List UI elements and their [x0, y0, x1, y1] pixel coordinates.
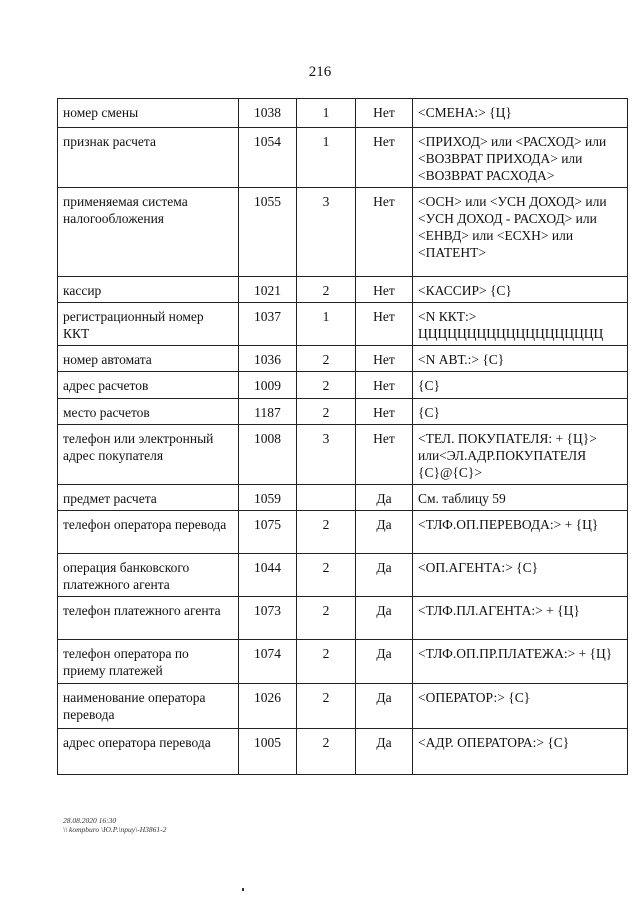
cell-print-format: См. таблицу 59 — [413, 485, 628, 511]
cell-print-format: <ТЛФ.ПЛ.АГЕНТА:> + {Ц} — [413, 597, 628, 640]
cell-print-format: <N ККТ:> ЦЦЦЦЦЦЦЦЦЦЦЦЦЦЦЦЦЦЦ — [413, 303, 628, 346]
table-row — [58, 277, 628, 303]
cell-print-format: <ТЛФ.ОП.ПР.ПЛАТЕЖА:> + {Ц} — [413, 640, 628, 684]
cell-print-format: <ОПЕРАТОР:> {С} — [413, 684, 628, 729]
cell-count — [297, 485, 356, 511]
table-row — [58, 640, 628, 684]
cell-print-format: <ОСН> или <УСН ДОХОД> или <УСН ДОХОД - РАСХОД> или <ЕНВД> или <ЕСХН> или <ПАТЕНТ> — [413, 188, 628, 277]
cell-count: 2 — [297, 372, 356, 399]
cell-count: 2 — [297, 684, 356, 729]
cell-requisite-name: номер автомата — [58, 346, 239, 372]
cell-count: 2 — [297, 729, 356, 775]
cell-requisite-name: телефон оператора перевода — [58, 511, 239, 554]
cell-tag-number: 1187 — [239, 399, 297, 425]
cell-count: 2 — [297, 554, 356, 597]
cell-tag-number: 1008 — [239, 425, 297, 485]
cell-required: Нет — [356, 303, 413, 346]
table-row — [58, 554, 628, 597]
requisites-table — [57, 98, 628, 775]
cell-requisite-name: предмет расчета — [58, 485, 239, 511]
cell-print-format: <ПРИХОД> или <РАСХОД> или <ВОЗВРАТ ПРИХОДА> или <ВОЗВРАТ РАСХОДА> — [413, 128, 628, 188]
table-row — [58, 99, 628, 128]
cell-tag-number: 1005 — [239, 729, 297, 775]
cell-required: Да — [356, 554, 413, 597]
cell-tag-number: 1044 — [239, 554, 297, 597]
cell-requisite-name: применяемая система налогообложения — [58, 188, 239, 277]
cell-required: Нет — [356, 346, 413, 372]
cell-required: Нет — [356, 372, 413, 399]
table-row — [58, 346, 628, 372]
cell-print-format: {С} — [413, 372, 628, 399]
cell-print-format: <ТЕЛ. ПОКУПАТЕЛЯ: + {Ц}> или<ЭЛ.АДР.ПОКУПАТЕЛЯ {С}@{С}> — [413, 425, 628, 485]
cell-tag-number: 1026 — [239, 684, 297, 729]
cell-requisite-name: кассир — [58, 277, 239, 303]
page-number: 216 — [308, 64, 332, 80]
cell-requisite-name: признак расчета — [58, 128, 239, 188]
table-row — [58, 128, 628, 188]
cell-required: Да — [356, 684, 413, 729]
cell-count: 2 — [297, 597, 356, 640]
cell-requisite-name: регистрационный номер ККТ — [58, 303, 239, 346]
table-body — [58, 99, 628, 775]
table-row — [58, 399, 628, 425]
table-row — [58, 684, 628, 729]
cell-print-format: <КАССИР> {С} — [413, 277, 628, 303]
cell-print-format: <ТЛФ.ОП.ПЕРЕВОДА:> + {Ц} — [413, 511, 628, 554]
cell-tag-number: 1038 — [239, 99, 297, 128]
cell-requisite-name: наименование оператора перевода — [58, 684, 239, 729]
cell-required: Нет — [356, 399, 413, 425]
cell-required: Нет — [356, 277, 413, 303]
cell-count: 2 — [297, 277, 356, 303]
cell-count: 1 — [297, 99, 356, 128]
cell-tag-number: 1074 — [239, 640, 297, 684]
cell-print-format: <N АВТ.:> {С} — [413, 346, 628, 372]
cell-requisite-name: операция банковского платежного агента — [58, 554, 239, 597]
table-row — [58, 188, 628, 277]
cell-tag-number: 1073 — [239, 597, 297, 640]
cell-required: Да — [356, 729, 413, 775]
table-row — [58, 729, 628, 775]
cell-count: 3 — [297, 425, 356, 485]
cell-count: 1 — [297, 128, 356, 188]
cell-required: Да — [356, 597, 413, 640]
table-row — [58, 597, 628, 640]
cell-required: Нет — [356, 99, 413, 128]
cell-requisite-name: телефон или электронный адрес покупателя — [58, 425, 239, 485]
cell-print-format: <ОП.АГЕНТА:> {С} — [413, 554, 628, 597]
footer-file-path: \\ kompburo \Ю.Р.\приу\-Н3861-2 — [63, 825, 167, 834]
cell-tag-number: 1009 — [239, 372, 297, 399]
cell-required: Да — [356, 485, 413, 511]
cell-print-format: {С} — [413, 399, 628, 425]
cell-print-format: <СМЕНА:> {Ц} — [413, 99, 628, 128]
scan-speck — [242, 888, 244, 891]
table-row — [58, 303, 628, 346]
cell-requisite-name: телефон платежного агента — [58, 597, 239, 640]
cell-requisite-name: адрес расчетов — [58, 372, 239, 399]
cell-tag-number: 1059 — [239, 485, 297, 511]
cell-count: 1 — [297, 303, 356, 346]
cell-requisite-name: место расчетов — [58, 399, 239, 425]
cell-requisite-name: номер смены — [58, 99, 239, 128]
table-row — [58, 425, 628, 485]
cell-count: 3 — [297, 188, 356, 277]
cell-count: 2 — [297, 640, 356, 684]
cell-required: Да — [356, 640, 413, 684]
footer-stamp — [63, 816, 166, 834]
cell-required: Нет — [356, 188, 413, 277]
cell-tag-number: 1037 — [239, 303, 297, 346]
cell-count: 2 — [297, 346, 356, 372]
cell-tag-number: 1021 — [239, 277, 297, 303]
cell-required: Да — [356, 511, 413, 554]
cell-count: 2 — [297, 511, 356, 554]
cell-required: Нет — [356, 425, 413, 485]
cell-tag-number: 1075 — [239, 511, 297, 554]
table-row — [58, 372, 628, 399]
cell-requisite-name: адрес оператора перевода — [58, 729, 239, 775]
table-row — [58, 485, 628, 511]
cell-print-format: <АДР. ОПЕРАТОРА:> {С} — [413, 729, 628, 775]
cell-required: Нет — [356, 128, 413, 188]
table-row — [58, 511, 628, 554]
cell-count: 2 — [297, 399, 356, 425]
cell-requisite-name: телефон оператора по приему платежей — [58, 640, 239, 684]
cell-tag-number: 1055 — [239, 188, 297, 277]
footer-timestamp: 28.08.2020 16:30 — [63, 816, 117, 825]
cell-tag-number: 1054 — [239, 128, 297, 188]
cell-tag-number: 1036 — [239, 346, 297, 372]
